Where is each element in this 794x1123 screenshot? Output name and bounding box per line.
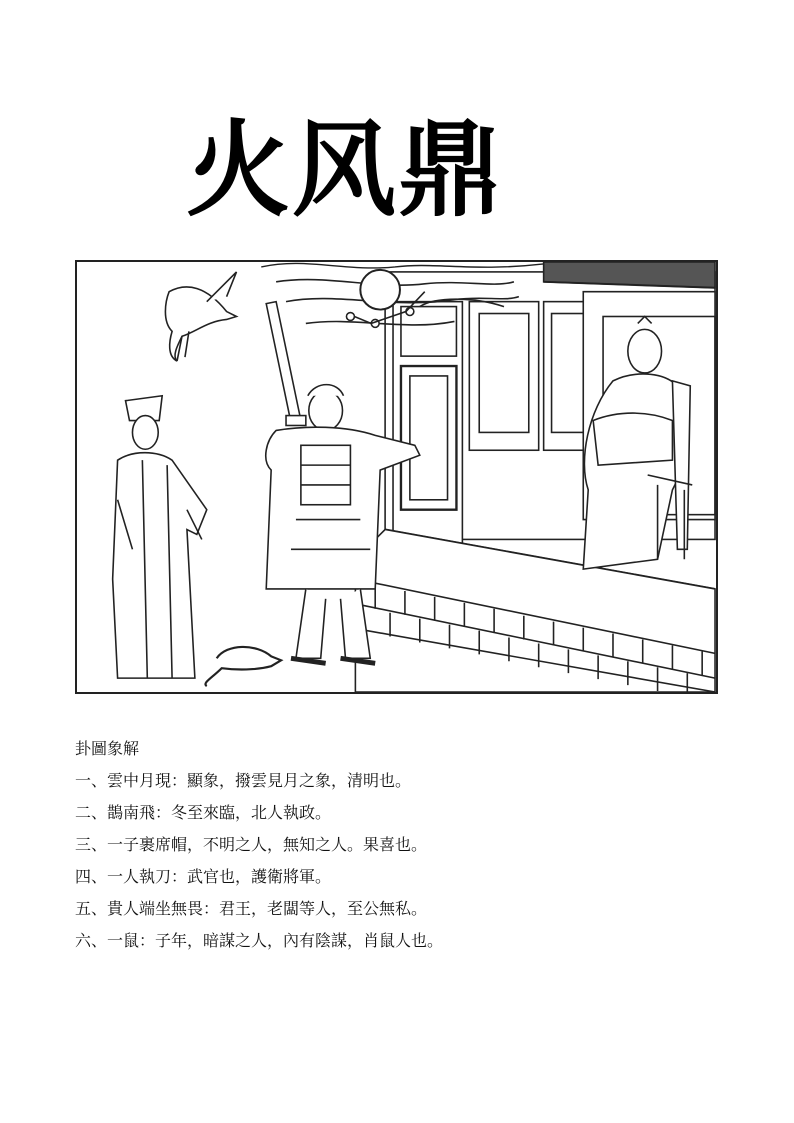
list-item: 六、一鼠：子年，暗謀之人，內有陰謀，肖鼠人也。 xyxy=(75,931,444,950)
magpie xyxy=(165,272,236,361)
text-block xyxy=(75,733,725,957)
list-item: 五、貴人端坐無畏：君王，老闆等人，至公無私。 xyxy=(75,899,428,918)
list-item: 一、雲中月現：顯象，撥雲見月之象，清明也。 xyxy=(75,771,412,790)
brick-platform xyxy=(355,530,715,692)
list-item: 四、一人執刀：武官也，護衛將軍。 xyxy=(75,867,332,886)
scholar xyxy=(113,396,207,678)
list-item: 二、鵲南飛：冬至來臨，北人執政。 xyxy=(75,803,332,822)
illustration xyxy=(75,260,718,694)
rat xyxy=(205,647,281,686)
page-title: 火风鼎 xyxy=(186,109,505,231)
section-heading: 卦圖象解 xyxy=(75,739,140,758)
list-item: 三、一子裹席帽，不明之人，無知之人。果喜也。 xyxy=(75,835,428,854)
